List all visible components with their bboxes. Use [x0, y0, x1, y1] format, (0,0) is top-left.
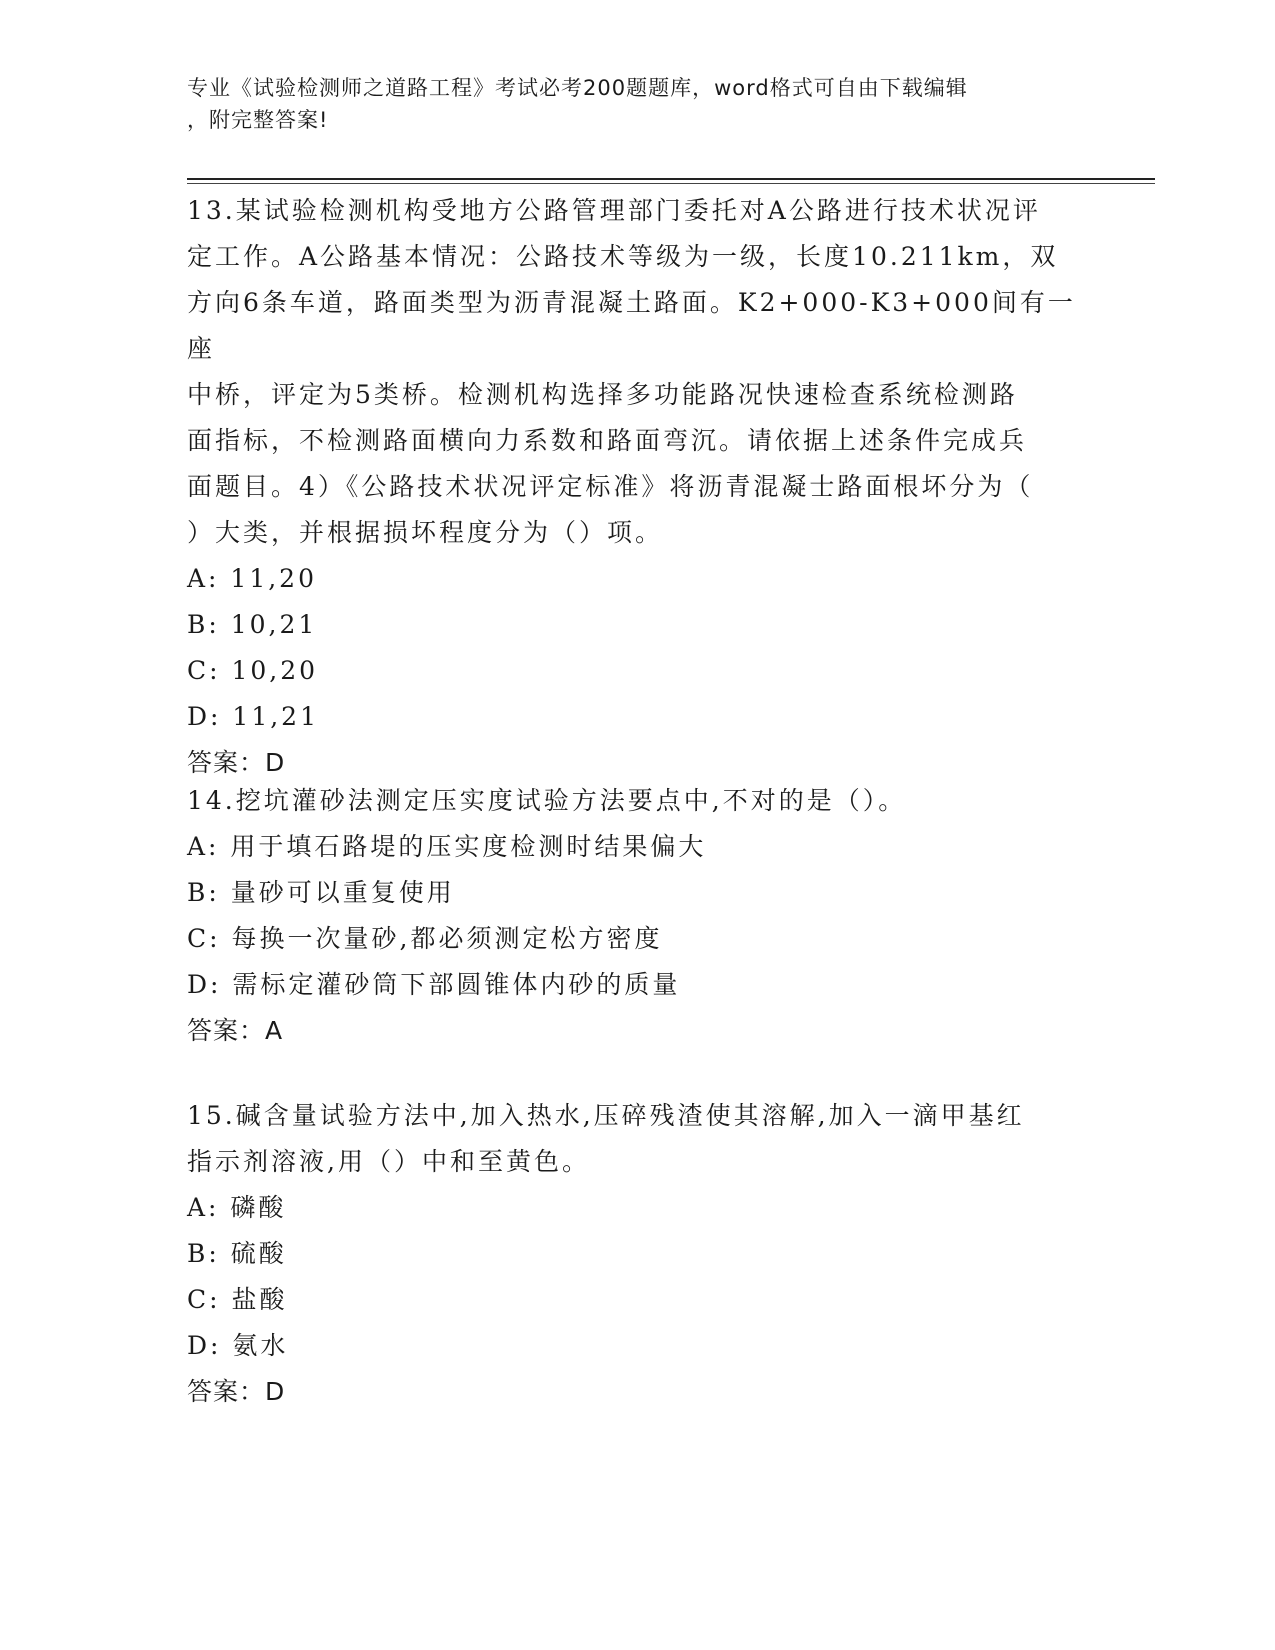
option-a: A: 用于填石路堤的压实度检测时结果偏大	[187, 832, 707, 861]
question-text: 15.碱含量试验方法中,加入热水,压碎残渣使其溶解,加入一滴甲基红 指示剂溶液,用（）中和至黄色。	[187, 1101, 1025, 1176]
option-a: A: 磷酸	[187, 1193, 287, 1222]
option-d: D: 需标定灌砂筒下部圆锥体内砂的质量	[187, 970, 681, 999]
option-d: D: 氨水	[187, 1331, 289, 1360]
option-d: D: 11,21	[187, 702, 319, 731]
header-line-1: 专业《试验检测师之道路工程》考试必考200题题库，word格式可自由下载编辑	[187, 76, 968, 100]
question-13	[187, 188, 1087, 786]
answer-label: 答案：D	[187, 748, 286, 777]
option-c: C: 10,20	[187, 656, 319, 685]
option-b: B: 量砂可以重复使用	[187, 878, 455, 907]
option-b: B: 10,21	[187, 610, 318, 639]
question-text: 14.挖坑灌砂法测定压实度试验方法要点中,不对的是（）。	[187, 786, 907, 815]
question-14	[187, 778, 1087, 1054]
option-c: C: 盐酸	[187, 1285, 288, 1314]
answer-label: 答案：D	[187, 1377, 286, 1406]
document-header	[187, 72, 1087, 136]
header-line-2: ，附完整答案!	[187, 108, 329, 132]
answer-label: 答案：A	[187, 1016, 284, 1045]
option-c: C: 每换一次量砂,都必须测定松方密度	[187, 924, 663, 953]
header-divider-thin	[187, 183, 1155, 184]
header-divider-thick	[187, 178, 1155, 180]
option-a: A: 11,20	[187, 564, 317, 593]
question-text: 13.某试验检测机构受地方公路管理部门委托对A公路进行技术状况评 定工作。A公路基本情况：公路技术等级为一级，长度10.211km，双 方向6条车道，路面类型为沥青混凝土路面。K2+000-K3+000间有一座 中桥，评定为5类桥。检测机构选择多功能路况快速检查系统检测路 面指标，不检测路面横向力系数和路面弯沉。请依据上述条件完成兵 面题目。4）《公路技术状况评定标准》将沥青混凝士路面根坏分为（ ）大类，并根据损坏程度分为（）项。	[187, 196, 1076, 547]
option-b: B: 硫酸	[187, 1239, 287, 1268]
question-15	[187, 1093, 1087, 1415]
